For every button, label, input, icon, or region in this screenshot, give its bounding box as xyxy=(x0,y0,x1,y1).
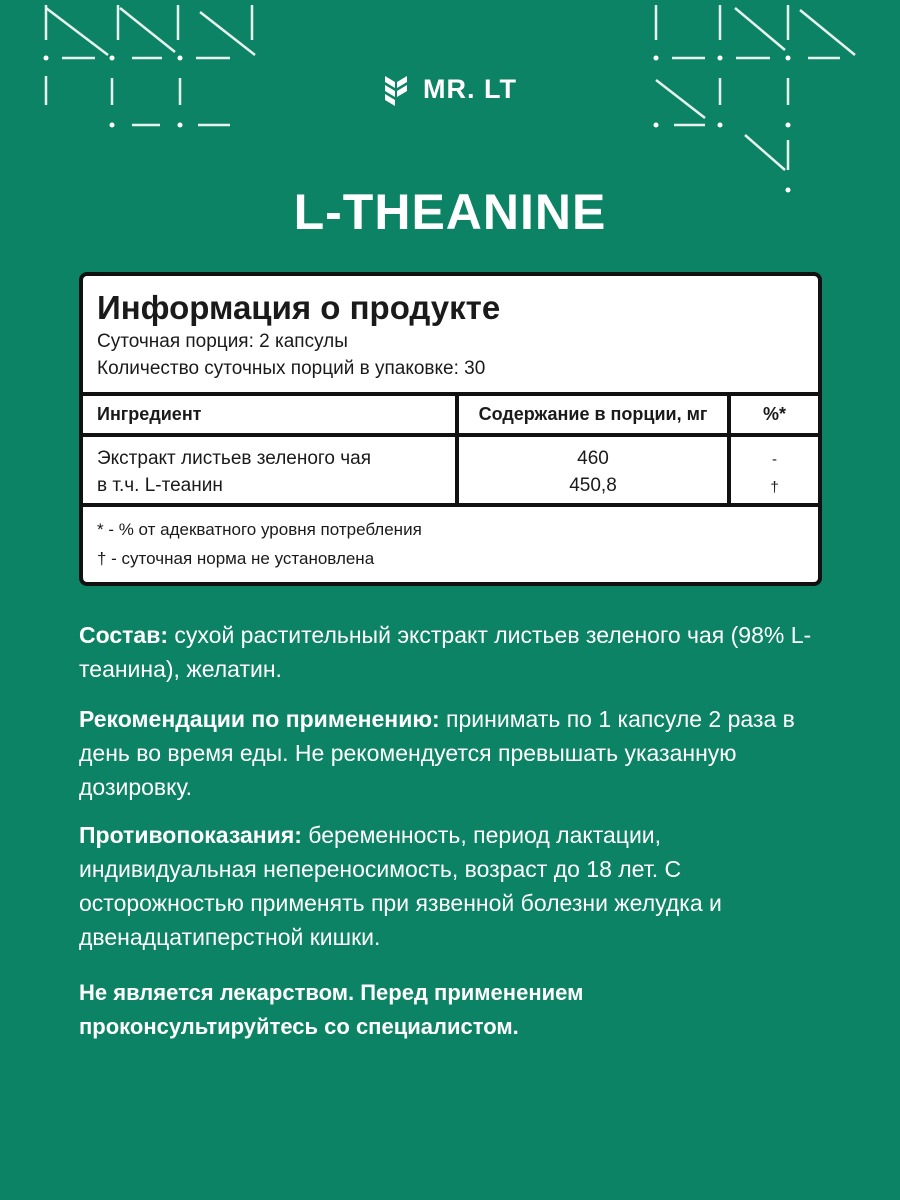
composition-text: сухой растительный экстракт листьев зеленого чая (98% L-теанина), желатин. xyxy=(79,622,812,682)
percent-value: - xyxy=(772,451,777,468)
contraindications-label: Противопоказания: xyxy=(79,822,302,848)
percent-cell xyxy=(727,437,818,503)
usage-label: Рекомендации по применению: xyxy=(79,706,440,732)
header-ingredient: Ингредиент xyxy=(97,404,202,424)
footnote-adequate-level: * - % от адекватного уровня потребления xyxy=(97,520,422,539)
percent-subvalue: † xyxy=(770,479,779,496)
composition-label: Состав: xyxy=(79,622,169,648)
servings-per-pack: Количество суточных порций в упаковке: 30 xyxy=(97,358,486,379)
header-amount: Содержание в порции, мг xyxy=(455,396,727,433)
disclaimer-line-1: Не является лекарством. Перед применением xyxy=(79,980,584,1005)
footnote-no-norm: † - суточная норма не установлена xyxy=(97,549,375,568)
brand-name: MR. LT xyxy=(423,73,517,104)
usage-text: принимать по 1 капсуле 2 раза в день во время еды. Не рекомендуется превышать указанную дозировку. xyxy=(79,706,795,800)
disclaimer xyxy=(79,976,839,1044)
amount-subvalue: 450,8 xyxy=(569,475,617,496)
info-title: Информация о продукте xyxy=(97,289,501,326)
header-percent: %* xyxy=(727,396,818,433)
table-header-row xyxy=(83,396,818,433)
ingredient-subname: в т.ч. L-теанин xyxy=(97,475,223,496)
serving-size: Суточная порция: 2 капсулы xyxy=(97,331,348,352)
product-info-panel xyxy=(79,272,822,586)
ingredient-cell xyxy=(83,437,455,503)
usage-section xyxy=(79,702,839,804)
composition-section xyxy=(79,618,839,686)
amount-value: 460 xyxy=(577,448,609,469)
leaf-logo-icon xyxy=(383,72,409,106)
product-title: L-THEANINE xyxy=(293,184,607,240)
info-header xyxy=(83,276,818,392)
amount-cell xyxy=(455,437,727,503)
disclaimer-line-2: проконсультируйтесь со специалистом. xyxy=(79,1014,519,1039)
brand-header xyxy=(0,72,900,106)
footnotes xyxy=(83,507,818,573)
ingredient-name: Экстракт листьев зеленого чая xyxy=(97,448,372,469)
table-row xyxy=(83,437,818,503)
contraindications-section xyxy=(79,818,839,954)
contraindications-text: беременность, период лактации, индивидуальная непереносимость, возраст до 18 лет. С осторожностью применять при язвенной болезни желудка и двенадцатиперстной кишки. xyxy=(79,822,722,950)
